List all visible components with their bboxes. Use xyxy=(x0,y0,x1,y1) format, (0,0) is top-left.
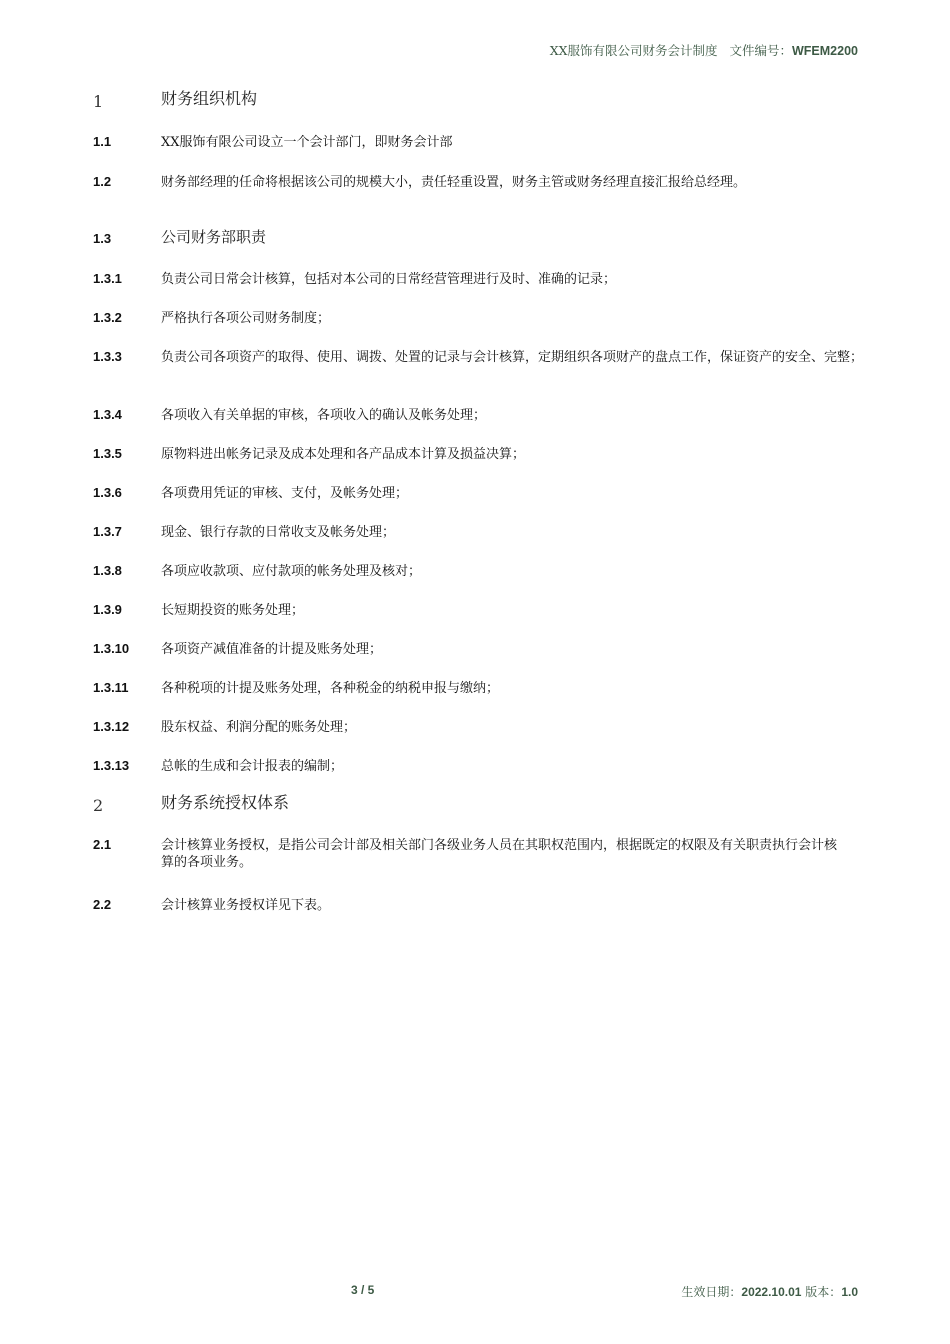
clause-text: 严格执行各项公司财务制度； xyxy=(161,311,331,326)
clause-text: 负责公司日常会计核算，包括对本公司的日常经营管理进行及时、准确的记录； xyxy=(161,272,617,287)
clause-number: 1.2 xyxy=(93,174,112,189)
clause-number: 1.3.7 xyxy=(93,524,122,539)
clause-text: 各项收入有关单据的审核，各项收入的确认及帐务处理； xyxy=(161,408,487,423)
header-doc-no: WFEM2200 xyxy=(792,44,858,58)
clause-number: 1.3.6 xyxy=(93,485,122,500)
clause-text: 各项应收款项、应付款项的帐务处理及核对； xyxy=(161,564,422,579)
clause-number: 1.3.3 xyxy=(93,349,122,364)
section-number: 1.3 xyxy=(93,231,112,246)
clause-text: 原物料进出帐务记录及成本处理和各产品成本计算及损益决算； xyxy=(161,447,526,462)
clause-number: 1.3.13 xyxy=(93,758,130,773)
section-heading: 财务系统授权体系 xyxy=(161,793,290,812)
version: 1.0 xyxy=(841,1285,858,1299)
clause-text: 各项资产减值准备的计提及账务处理； xyxy=(161,642,383,657)
clause-number: 1.3.11 xyxy=(93,680,129,695)
clause-text: 会计核算业务授权详见下表。 xyxy=(161,898,331,913)
section-heading: 公司财务部职责 xyxy=(161,228,267,246)
clause-text: 股东权益、利润分配的账务处理； xyxy=(161,720,357,735)
clause-text: 负责公司各项资产的取得、使用、调拨、处置的记录与会计核算，定期组织各项财产的盘点工作，保证资产的安全、完整； xyxy=(161,350,864,365)
header-title: XX服饰有限公司财务会计制度 xyxy=(549,43,718,58)
clause-number: 1.3.9 xyxy=(93,602,122,617)
clause-number: 2.1 xyxy=(93,837,112,852)
page-header xyxy=(550,41,858,59)
clause-number: 1.3.5 xyxy=(93,446,122,461)
clause-number: 1.3.8 xyxy=(93,563,122,578)
clause-text: 财务部经理的任命将根据该公司的规模大小，责任轻重设置，财务主管或财务经理直接汇报给总经理。 xyxy=(161,175,747,190)
clause-text: 各种税项的计提及账务处理，各种税金的纳税申报与缴纳； xyxy=(161,681,500,696)
section-number: 2 xyxy=(93,796,104,815)
page-number: 3 / 5 xyxy=(351,1283,375,1297)
effective-date-label: 生效日期： xyxy=(681,1285,742,1299)
clause-text: XX服饰有限公司设立一个会计部门，即财务会计部 xyxy=(161,135,453,150)
effective-date: 2022.10.01 xyxy=(741,1285,802,1299)
page-footer-meta xyxy=(681,1283,858,1300)
clause-text: 会计核算业务授权，是指公司会计部及相关部门各级业务人员在其职权范围内，根据既定的权限及有关职责执行会计核算的各项业务。 xyxy=(161,838,838,870)
clause-text: 各项费用凭证的审核、支付，及帐务处理； xyxy=(161,486,409,501)
clause-number: 1.3.10 xyxy=(93,641,130,656)
clause-number: 1.3.1 xyxy=(93,271,122,286)
clause-text: 现金、银行存款的日常收支及帐务处理； xyxy=(161,525,396,540)
section-number: 1 xyxy=(93,92,104,111)
clause-number: 1.3.4 xyxy=(93,407,122,422)
clause-text: 长短期投资的账务处理； xyxy=(161,603,305,618)
clause-text: 总帐的生成和会计报表的编制； xyxy=(161,759,344,774)
header-doc-no-label: 文件编号： xyxy=(729,43,792,58)
version-label: 版本： xyxy=(805,1285,842,1299)
clause-number: 1.3.12 xyxy=(93,719,130,734)
clause-number: 1.3.2 xyxy=(93,310,122,325)
clause-number: 1.1 xyxy=(93,134,112,149)
section-heading: 财务组织机构 xyxy=(161,89,258,108)
clause-number: 2.2 xyxy=(93,897,112,912)
